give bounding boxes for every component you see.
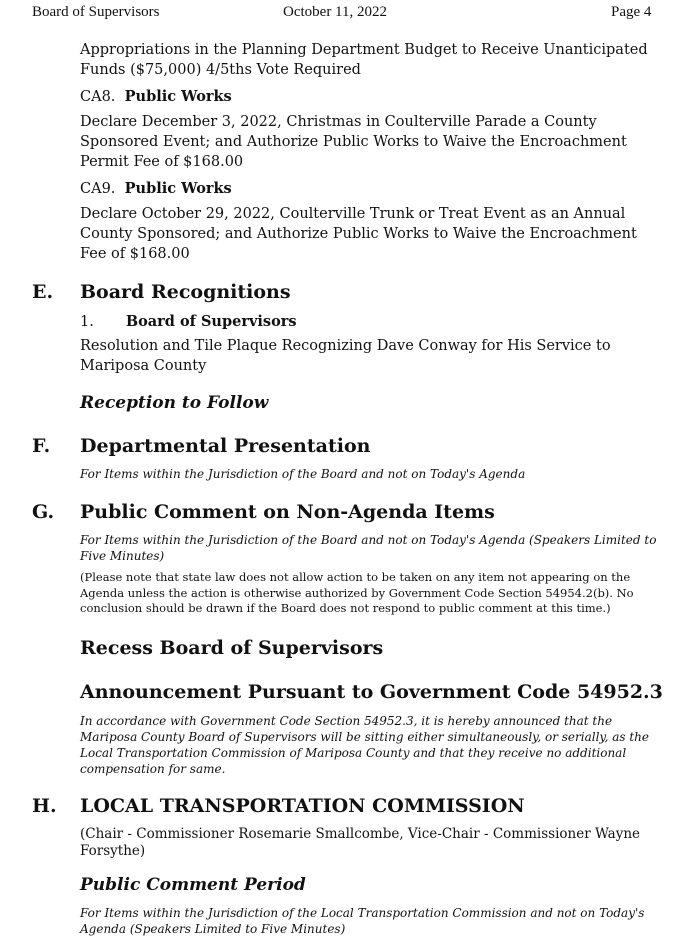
header-board-name: Board of Supervisors bbox=[32, 4, 160, 20]
section-title-departmental-presentation: Departmental Presentation bbox=[80, 435, 371, 457]
header-page-number: Page 4 bbox=[611, 4, 652, 20]
public-comment-period-subheading: Public Comment Period bbox=[80, 875, 306, 895]
section-letter-e: E. bbox=[32, 281, 54, 303]
reception-subheading: Reception to Follow bbox=[80, 393, 269, 413]
item-department: Board of Supervisors bbox=[125, 313, 297, 330]
announcement-text: In accordance with Government Code Section 54952.3, it is hereby announced that the Mariposa County Board of Supervisors will be sitting either simultaneously, or serially, as the Local Transportation Commission of Mariposa County and that they receive no additional compensation for same. bbox=[80, 714, 650, 776]
item-code: CA9. bbox=[80, 181, 116, 197]
item-number: 1. bbox=[80, 314, 94, 330]
commission-chairs: (Chair - Commissioner Rosemarie Smallcombe, Vice-Chair - Commissioner Wayne Forsythe) bbox=[80, 826, 641, 859]
item-code: CA8. bbox=[80, 89, 116, 105]
item-ca8-heading bbox=[80, 88, 232, 105]
item-ca9-heading bbox=[80, 180, 232, 197]
section-letter-h: H. bbox=[32, 795, 57, 817]
header-date: October 11, 2022 bbox=[283, 4, 388, 20]
section-title-local-transportation-commission: LOCAL TRANSPORTATION COMMISSION bbox=[80, 795, 525, 817]
section-g-note: For Items within the Jurisdiction of the Board and not on Today's Agenda (Speakers Limited to Five Minutes) bbox=[80, 533, 657, 563]
section-letter-g: G. bbox=[32, 501, 55, 523]
recess-heading: Recess Board of Supervisors bbox=[80, 637, 384, 659]
continued-item-text: Appropriations in the Planning Department Budget to Receive Unanticipated Funds ($75,000) 4/5ths Vote Required bbox=[80, 42, 648, 78]
section-h-note: For Items within the Jurisdiction of the Local Transportation Commission and not on Today's Agenda (Speakers Limited to Five Minutes) bbox=[80, 906, 645, 936]
section-letter-f: F. bbox=[32, 435, 51, 457]
section-f-note: For Items within the Jurisdiction of the Board and not on Today's Agenda bbox=[80, 467, 526, 481]
section-title-public-comment: Public Comment on Non-Agenda Items bbox=[80, 501, 495, 523]
item-ca8-text: Declare December 3, 2022, Christmas in Coulterville Parade a County Sponsored Event; and Authorize Public Works to Waive the Encroachment Permit Fee of $168.00 bbox=[80, 114, 627, 170]
recognition-item-text: Resolution and Tile Plaque Recognizing Dave Conway for His Service to Mariposa County bbox=[80, 338, 611, 374]
item-department: Public Works bbox=[124, 180, 232, 197]
section-title-board-recognitions: Board Recognitions bbox=[80, 281, 291, 303]
section-g-legal-notice: (Please note that state law does not allow action to be taken on any item not appearing on the Agenda unless the action is otherwise authorized by Government Code Section 54954.2(b). No conclusion should be drawn if the Board does not respond to public comment at this time.) bbox=[80, 570, 634, 615]
item-department: Public Works bbox=[124, 88, 232, 105]
announcement-heading: Announcement Pursuant to Government Code 54952.3 bbox=[80, 681, 663, 703]
item-ca9-text: Declare October 29, 2022, Coulterville Trunk or Treat Event as an Annual County Sponsored; and Authorize Public Works to Waive the Encroachment Fee of $168.00 bbox=[80, 206, 637, 262]
recognition-item-heading bbox=[80, 313, 297, 330]
